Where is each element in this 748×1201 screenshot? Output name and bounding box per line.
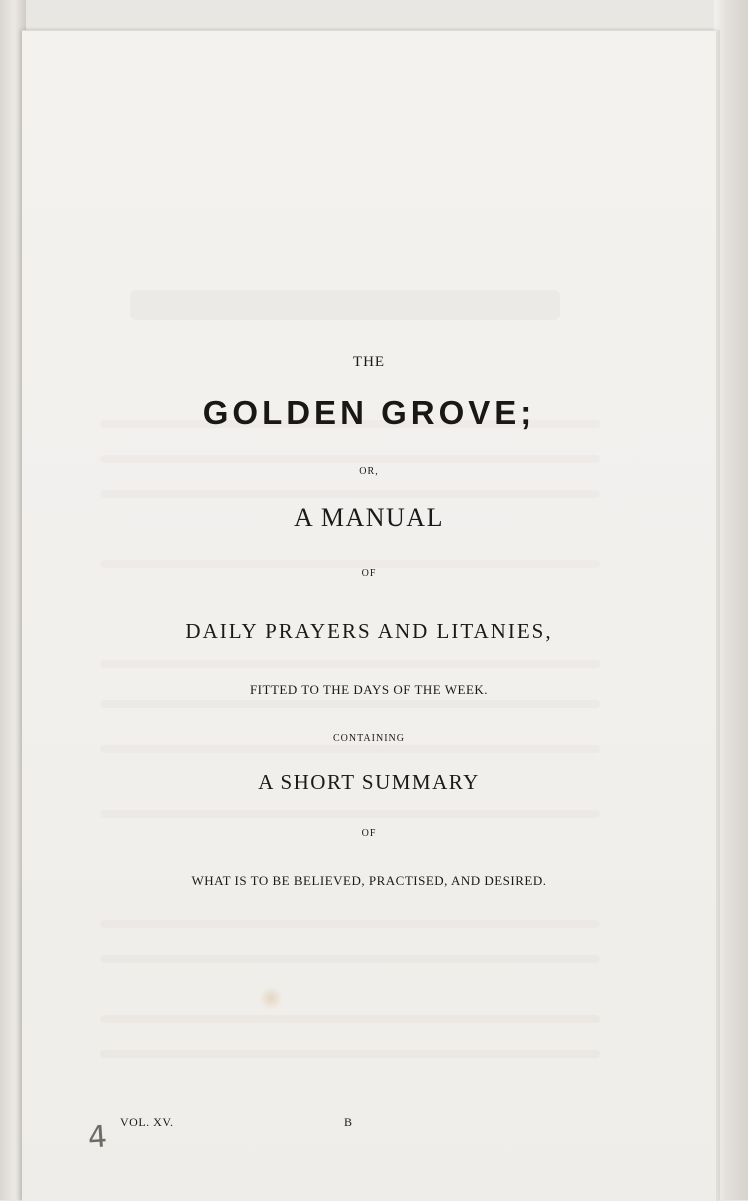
subtitle-summary: A SHORT SUMMARY [258,770,480,794]
show-through-line [100,560,600,568]
book-page [22,30,716,1201]
show-through-line [100,700,600,708]
subtitle-fitted: FITTED TO THE DAYS OF THE WEEK. [249,682,489,697]
subtitle-believed: WHAT IS TO BE BELIEVED, PRACTISED, AND DESIRED. [191,873,547,888]
show-through-line [100,455,600,463]
show-through-line [100,920,600,928]
show-through-line [100,955,600,963]
title-of: OF [361,568,377,579]
show-through-line [100,810,600,818]
foxing-stain [260,985,282,1011]
pencil-annotation: 4 [86,1119,109,1156]
title-containing: CONTAINING [333,733,405,744]
subtitle-daily-prayers: DAILY PRAYERS AND LITANIES, [185,619,553,643]
page-fore-edge [718,30,720,1200]
show-through-line [100,1015,600,1023]
signature-mark: B [344,1115,353,1129]
show-through-title [130,290,560,320]
show-through-line [100,1050,600,1058]
title-or: OR, [359,466,379,477]
title-of-2: OF [361,828,377,839]
show-through-line [100,660,600,668]
show-through-line [100,490,600,498]
volume-number: VOL. XV. [120,1115,174,1129]
main-title: GOLDEN GROVE; [202,394,536,431]
title-the: THE [352,354,386,370]
show-through-line [100,745,600,753]
subtitle-manual: A MANUAL [294,503,444,532]
